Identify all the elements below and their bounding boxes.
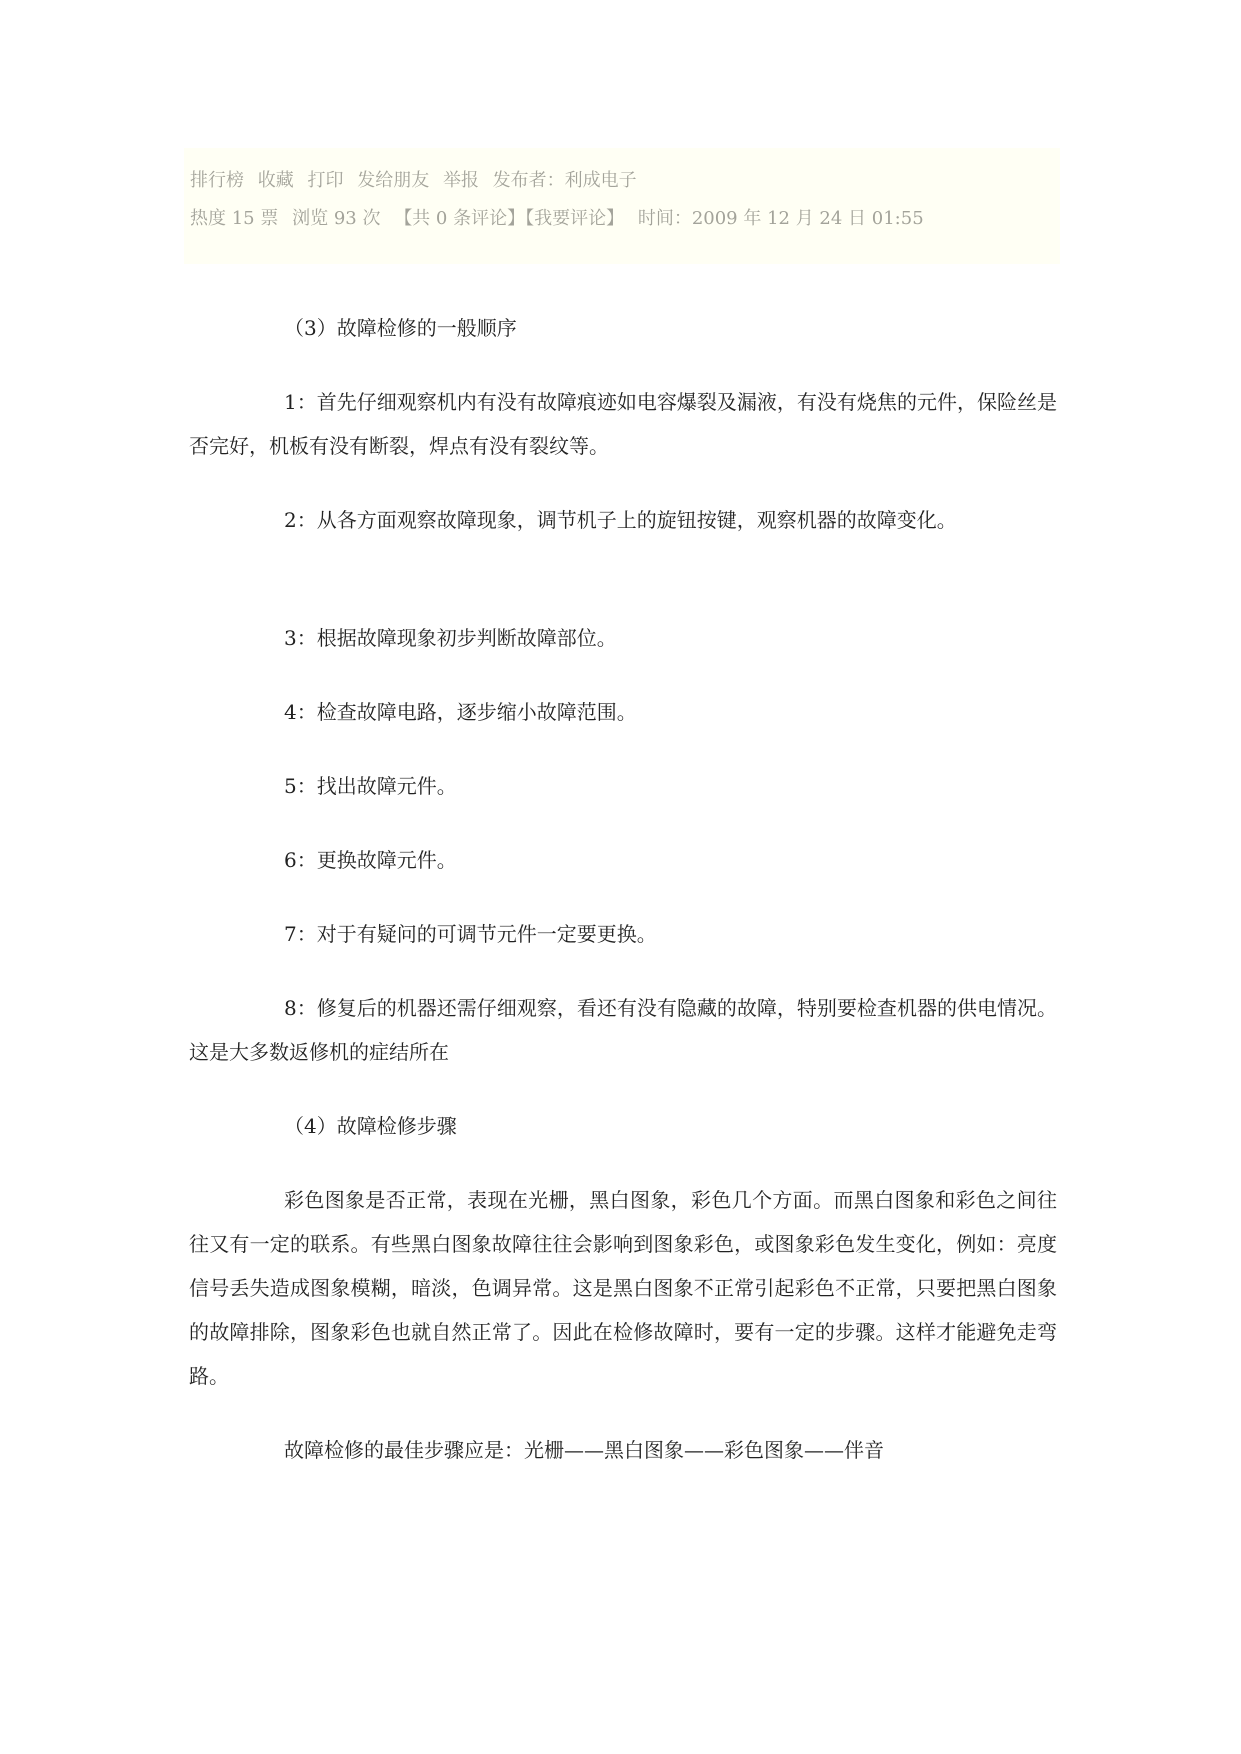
view-count: 浏览 93 次 xyxy=(292,208,381,229)
step-7-paragraph: 7：对于有疑问的可调节元件一定要更换。 xyxy=(284,922,657,946)
meta-actions-line xyxy=(190,162,1054,200)
send-to-friend-link[interactable]: 发给朋友 xyxy=(357,170,430,191)
publish-time: 时间：2009 年 12 月 24 日 01:55 xyxy=(637,208,924,229)
ranking-link[interactable]: 排行榜 xyxy=(190,170,244,191)
popularity-votes: 热度 15 票 xyxy=(190,208,279,229)
comment-links[interactable]: 【共 0 条评论】【我要评论】 xyxy=(394,208,625,229)
publisher-label: 发布者：利成电子 xyxy=(492,170,637,191)
step-3-paragraph: 3：根据故障现象初步判断故障部位。 xyxy=(284,626,617,650)
article-body xyxy=(189,306,1057,1502)
step-1-paragraph: 1：首先仔细观察机内有没有故障痕迹如电容爆裂及漏液，有没有烧焦的元件，保险丝是否完好，机板有没有断裂，焊点有没有裂纹等。 xyxy=(189,390,1057,458)
section-heading-4: （4）故障检修步骤 xyxy=(284,1114,457,1138)
section-heading-3: （3）故障检修的一般顺序 xyxy=(284,316,517,340)
meta-stats-line xyxy=(190,200,1054,238)
step-2-paragraph: 2：从各方面观察故障现象，调节机子上的旋钮按键，观察机器的故障变化。 xyxy=(284,508,957,532)
best-steps-paragraph: 故障检修的最佳步骤应是：光栅——黑白图象——彩色图象——伴音 xyxy=(284,1438,884,1462)
color-image-paragraph: 彩色图象是否正常，表现在光栅，黑白图象，彩色几个方面。而黑白图象和彩色之间往往又有一定的联系。有些黑白图象故障往往会影响到图象彩色，或图象彩色发生变化，例如：亮度信号丢失造成图象模糊，暗淡，色调异常。这是黑白图象不正常引起彩色不正常，只要把黑白图象的故障排除，图象彩色也就自然正常了。因此在检修故障时，要有一定的步骤。这样才能避免走弯路。 xyxy=(189,1188,1057,1388)
article-meta-box xyxy=(184,148,1060,264)
favorite-link[interactable]: 收藏 xyxy=(257,170,294,191)
step-5-paragraph: 5：找出故障元件。 xyxy=(284,774,457,798)
step-4-paragraph: 4：检查故障电路，逐步缩小故障范围。 xyxy=(284,700,637,724)
step-6-paragraph: 6：更换故障元件。 xyxy=(284,848,457,872)
report-link[interactable]: 举报 xyxy=(442,170,479,191)
print-link[interactable]: 打印 xyxy=(307,170,344,191)
step-8-paragraph: 8：修复后的机器还需仔细观察，看还有没有隐藏的故障，特别要检查机器的供电情况。这是大多数返修机的症结所在 xyxy=(189,996,1057,1064)
